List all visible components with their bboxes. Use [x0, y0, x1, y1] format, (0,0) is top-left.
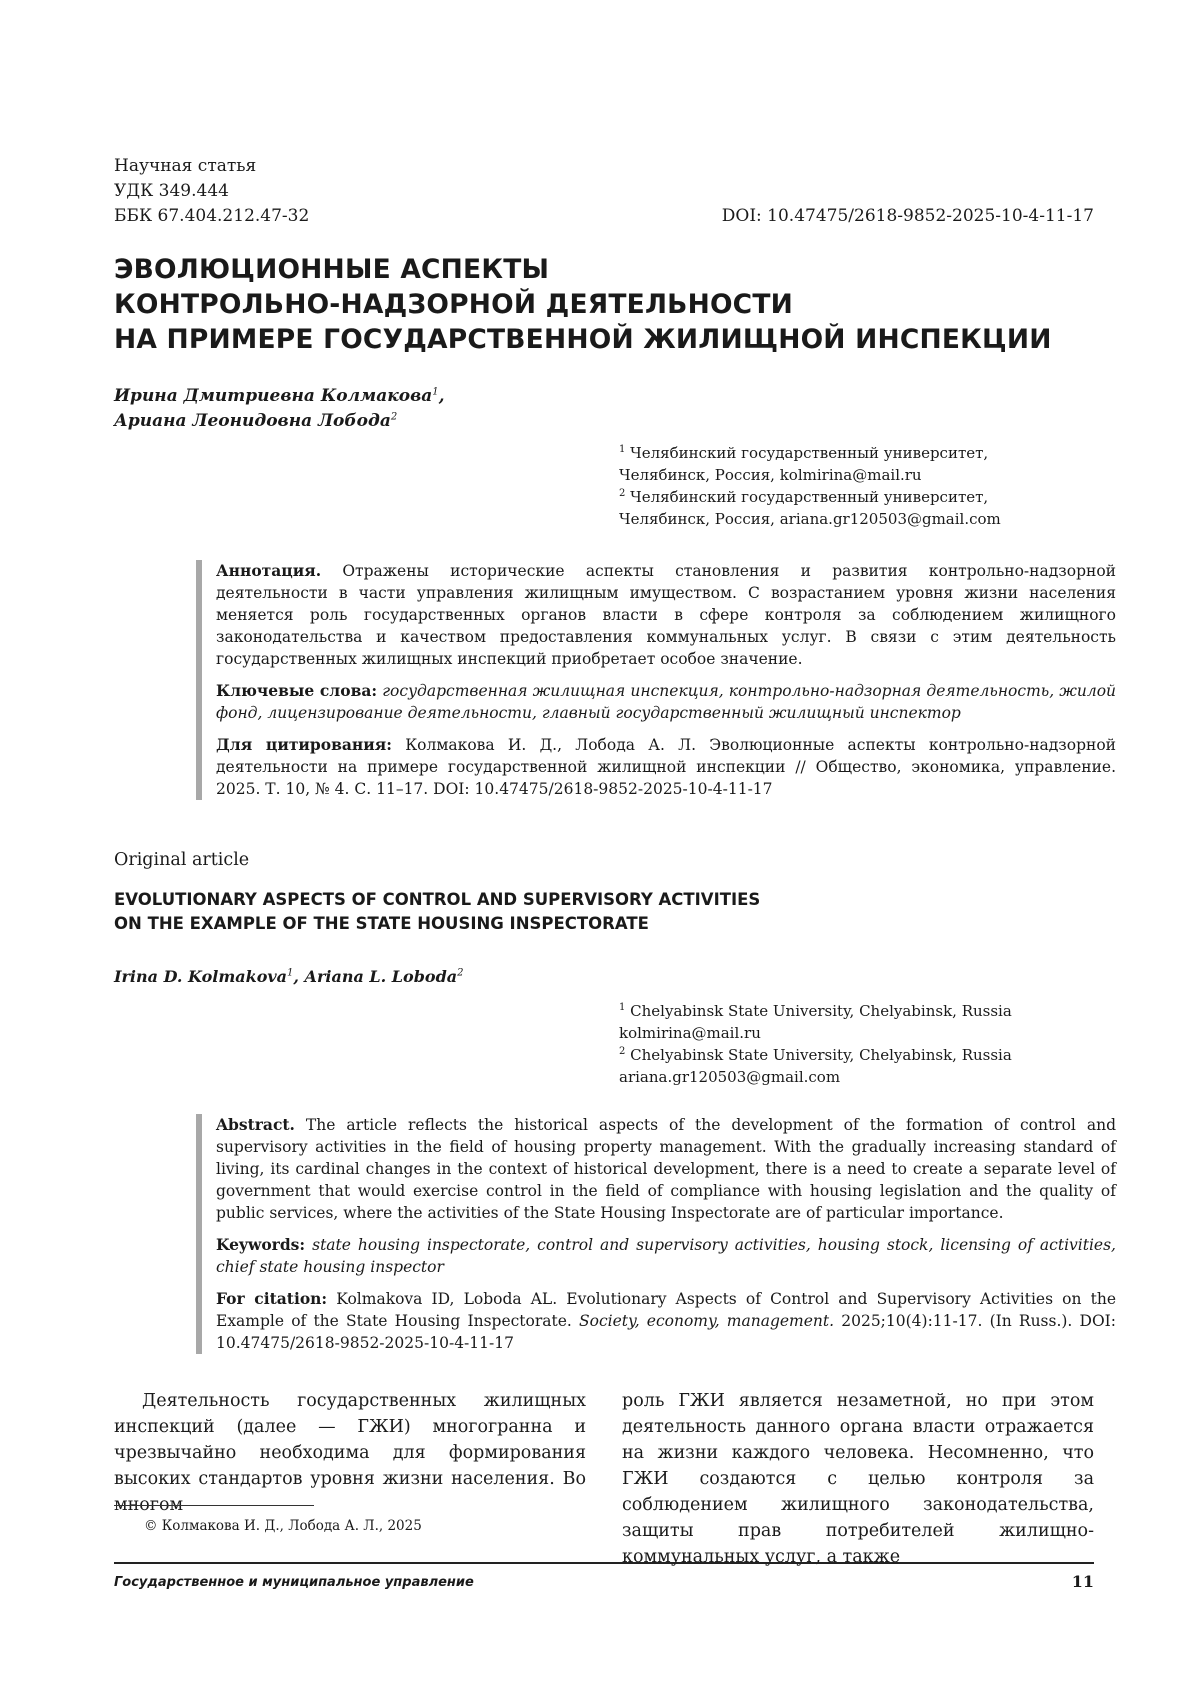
title-ru-line: КОНТРОЛЬНО-НАДЗОРНОЙ ДЕЯТЕЛЬНОСТИ: [114, 289, 793, 320]
affil-line: Челябинск, Россия, ariana.gr120503@gmail.com: [619, 510, 1001, 528]
abstract-en-text-block: [216, 1114, 1116, 1224]
author-sep: ,: [293, 967, 305, 986]
authors-en: [114, 965, 464, 989]
footer-divider: [114, 1562, 1094, 1564]
body-left-column: [114, 1388, 586, 1518]
authors-ru: [114, 384, 445, 434]
affil-line: Челябинский государственный университет,: [630, 444, 989, 462]
citation-journal: Society, economy, management.: [579, 1312, 835, 1330]
affil-sup: 2: [619, 1046, 626, 1057]
affil-sup: 1: [619, 1002, 626, 1013]
copyright-footnote: © Колмакова И. Д., Лобода А. Л., 2025: [144, 1518, 422, 1534]
title-en-line: ON THE EXAMPLE OF THE STATE HOUSING INSPECTORATE: [114, 914, 649, 933]
keywords-en: [216, 1234, 1116, 1278]
abstract-ru: [196, 560, 1116, 800]
page-number: 11: [1071, 1572, 1094, 1591]
affil-line: kolmirina@mail.ru: [619, 1024, 761, 1042]
affiliations-ru: [619, 442, 1001, 530]
keywords-label: Keywords:: [216, 1235, 306, 1254]
citation-en: [216, 1288, 1116, 1354]
affil-line: Челябинск, Россия, kolmirina@mail.ru: [619, 466, 922, 484]
keywords-text: государственная жилищная инспекция, контрольно-надзорная деятельность, жилой фонд, лицензирование деятельности, главный государственный жилищный инспектор: [216, 682, 1117, 722]
footnote-divider: [114, 1505, 314, 1506]
author-name: Ariana L. Loboda: [304, 967, 458, 986]
body-paragraph: Деятельность государственных жилищных инспекций (далее — ГЖИ) многогранна и чрезвычайно необходима для формирования высоких стандартов уровня жизни населения. Во многом: [114, 1391, 586, 1515]
author-sup: 2: [457, 967, 464, 979]
citation-label: Для цитирования:: [216, 735, 392, 754]
bbk-code: ББК 67.404.212.47-32: [114, 206, 310, 226]
annotation-ru: [216, 560, 1116, 670]
title-ru-line: НА ПРИМЕРЕ ГОСУДАРСТВЕННОЙ ЖИЛИЩНОЙ ИНСПЕКЦИИ: [114, 324, 1052, 355]
citation-text: 2025;10(4):11-17. (In Russ.). DOI: 10.47475/2618-9852-2025-10-4-11-17: [216, 1312, 1117, 1352]
article-meta: [114, 154, 1094, 229]
journal-name: Государственное и муниципальное управление: [114, 1575, 474, 1590]
annotation-text: Отражены исторические аспекты становления и развития контрольно-надзорной деятельности в части управления жилищным имуществом. С возрастанием уровня жизни населения меняется роль государственных органов власти в сфере контроля за соблюдением жилищного законодательства и качеством предоставления коммунальных услуг. В связи с этим деятельность государственных жилищных инспекций приобретает особое значение.: [216, 562, 1116, 668]
author-sep: ,: [438, 386, 445, 406]
affil-line: Chelyabinsk State University, Chelyabinsk, Russia: [630, 1002, 1012, 1020]
bbk-doi-row: [114, 204, 1094, 229]
article-type: Научная статья: [114, 156, 257, 176]
keywords-label: Ключевые слова:: [216, 681, 378, 700]
title-en: [114, 888, 1094, 936]
citation-text: Kolmakova ID, Loboda AL. Evolutionary Aspects of Control and Supervisory Activities on the Example of the State Housing Inspectorate.: [216, 1290, 1116, 1330]
abstract-label: Abstract.: [216, 1115, 295, 1134]
author-name: Irina D. Kolmakova: [114, 967, 288, 986]
original-article-label: Original article: [114, 850, 250, 870]
author-sup: 2: [390, 411, 398, 423]
keywords-text: state housing inspectorate, control and supervisory activities, housing stock, licensing of activities, chief state housing inspector: [216, 1236, 1116, 1276]
citation-text: Колмакова И. Д., Лобода А. Л. Эволюционные аспекты контрольно-надзорной деятельности на примере государственной жилищной инспекции // Общество, экономика, управление. 2025. Т. 10, № 4. С. 11–17. DOI: 10.47475/2618-9852-2025-10-4-11-17: [216, 736, 1117, 798]
title-en-line: EVOLUTIONARY ASPECTS OF CONTROL AND SUPERVISORY ACTIVITIES: [114, 890, 761, 909]
affil-sup: 2: [619, 488, 626, 499]
author-sup: 1: [287, 967, 294, 979]
author-sup: 1: [432, 386, 439, 398]
affil-sup: 1: [619, 444, 626, 455]
title-ru-line: ЭВОЛЮЦИОННЫЕ АСПЕКТЫ: [114, 254, 550, 285]
body-paragraph: роль ГЖИ является незаметной, но при этом деятельность данного органа власти отражается на жизни каждого человека. Несомненно, что ГЖИ создаются с целью контроля за соблюдением жилищного законодательства, защиты прав потребителей жилищно-коммунальных услуг, а также: [622, 1391, 1094, 1567]
abstract-en: [196, 1114, 1116, 1354]
citation-ru: [216, 734, 1116, 800]
affil-line: Chelyabinsk State University, Chelyabinsk, Russia: [630, 1046, 1012, 1064]
title-ru: [114, 252, 1094, 357]
author-name: Ариана Леонидовна Лобода: [114, 411, 391, 431]
abstract-text: The article reflects the historical aspects of the development of the formation of control and supervisory activities in the field of housing property management. With the gradually increasing standard of living, its cardinal changes in the context of historical development, there is a need to create a separate level of government that would exercise control in the field of compliance with housing legislation and the quality of public services, where the activities of the State Housing Inspectorate are of particular importance.: [216, 1116, 1116, 1222]
author-name: Ирина Дмитриевна Колмакова: [114, 386, 433, 406]
doi-header: DOI: 10.47475/2618-9852-2025-10-4-11-17: [721, 206, 1094, 226]
affiliations-en: [619, 1000, 1012, 1088]
annotation-label: Аннотация.: [216, 561, 322, 580]
udk-code: УДК 349.444: [114, 181, 229, 201]
citation-label: For citation:: [216, 1289, 328, 1308]
keywords-ru: [216, 680, 1116, 724]
affil-line: Челябинский государственный университет,: [630, 488, 989, 506]
body-right-column: [622, 1388, 1094, 1570]
affil-line: ariana.gr120503@gmail.com: [619, 1068, 841, 1086]
